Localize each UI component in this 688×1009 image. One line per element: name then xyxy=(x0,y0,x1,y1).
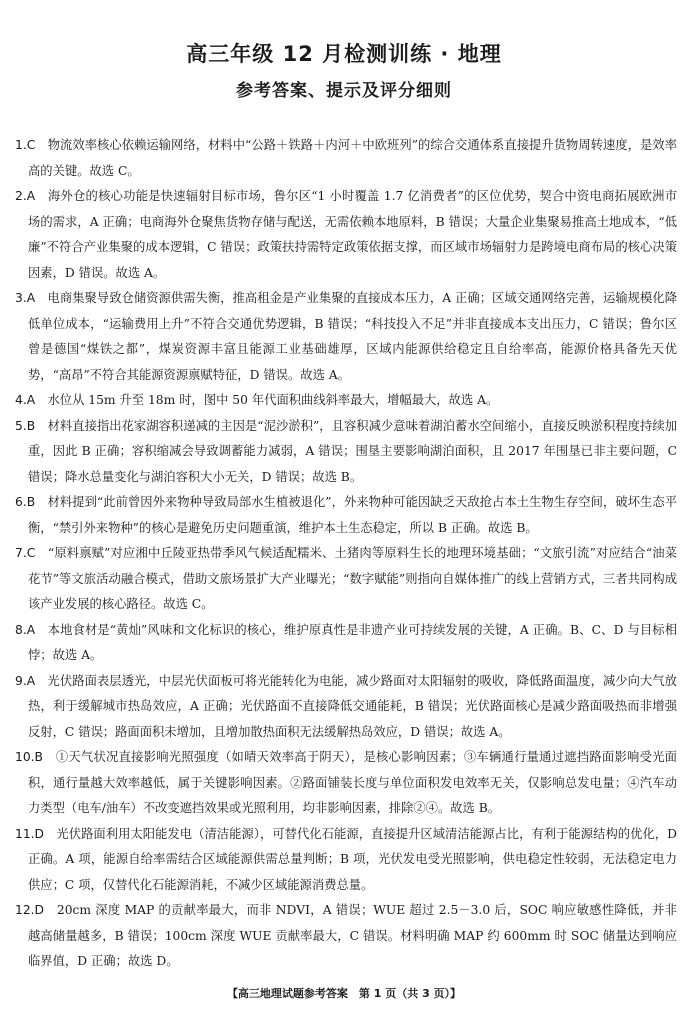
answer-number: 2.A xyxy=(15,189,36,203)
answer-item-8 xyxy=(15,618,677,669)
answer-item-2 xyxy=(15,184,677,286)
answer-text: 物流效率核心依赖运输网络，材料中“公路＋铁路＋内河＋中欧班列”的综合交通体系直接提升货物周转速度，是效率高的关键。故选 C。 xyxy=(28,138,677,178)
answer-text: 本地食材是“黄灿”风味和文化标识的核心，维护原真性是非遗产业可持续发展的关键，A 正确。B、C、D 与目标相悖；故选 A。 xyxy=(28,622,677,662)
answer-text: 水位从 15m 升至 18m 时，图中 50 年代面积曲线斜率最大，增幅最大，故选 A。 xyxy=(47,393,499,407)
answer-number: 5.B xyxy=(15,418,36,433)
page-footer: 【高三地理试题参考答案 第 1 页（共 3 页）】 xyxy=(226,987,462,1000)
answer-number: 7.C xyxy=(15,546,36,560)
answer-number: 11.D xyxy=(15,826,45,841)
answer-item-12 xyxy=(15,898,677,975)
answer-number: 4.A xyxy=(15,393,36,407)
answer-text: 光伏路面表层透光，中层光伏面板可将光能转化为电能，减少路面对太阳辐射的吸收，降低路面温度，减少向大气放热，利于缓解城市热岛效应，A 正确；光伏路面不直接降低交通能耗，B 错误；光伏路面核心是减少路面吸热而非增强反射，C 错误；路面面积未增加，且增加散热面积无法缓解热岛效应，D 错误；故选 A。 xyxy=(28,673,677,739)
answer-item-1 xyxy=(15,133,677,184)
answer-item-9 xyxy=(15,669,677,746)
answer-number: 1.C xyxy=(15,138,36,152)
answer-item-4 xyxy=(15,388,677,414)
answer-number: 9.A xyxy=(15,673,36,688)
answer-item-5 xyxy=(15,414,677,491)
answer-text: 光伏路面利用太阳能发电（清洁能源），可替代化石能源，直接提升区域清洁能源占比，有利于能源结构的优化，D 正确。A 项，能源自给率需结合区域能源供需总量判断；B 项，光伏发电受光照影响，供电稳定性较弱，无法稳定电力供应；C 项，仅替代化石能源消耗，不减少区域能源消费总量。 xyxy=(28,826,677,892)
answer-list xyxy=(15,133,677,975)
answer-text: 海外仓的核心功能是快速辐射目标市场，鲁尔区“1 小时覆盖 1.7 亿消费者”的区位优势，契合中资电商拓展欧洲市场的需求，A 正确；电商海外仓聚焦货物存储与配送，无需依赖本地原料，B 错误；大量企业集聚易推高土地成本，“低廉”不符合产业集聚的成本逻辑，C 错误；政策扶持需特定政策依据支撑，而区域市场辐射力是跨境电商布局的核心决策因素，D 错误。故选 A。 xyxy=(28,189,677,280)
answer-item-6 xyxy=(15,490,677,541)
answer-number: 3.A xyxy=(15,291,36,305)
page-title: 高三年级 12 月检测训练 · 地理 xyxy=(186,42,502,66)
answer-item-7 xyxy=(15,541,677,618)
answer-text: 材料提到“此前曾因外来物种导致局部水生植被退化”，外来物种可能因缺乏天敌抢占本土生物生存空间，破坏生态平衡，“禁引外来物种”的核心是避免历史问题重演，维护本土生态稳定，所以 B 正确。故选 B。 xyxy=(28,495,677,535)
page-subtitle: 参考答案、提示及评分细则 xyxy=(236,81,452,101)
answer-text: ①天气状况直接影响光照强度（如晴天效率高于阴天），是核心影响因素；③车辆通行量通过遮挡路面影响受光面积，通行量越大效率越低，属于关键影响因素。②路面铺装长度与单位面积发电效率无关，仅影响总发电量；④汽车动力类型（电车/油车）不改变遮挡效果或光照利用，均非影响因素，排除②④。故选 B。 xyxy=(28,750,677,815)
answer-item-3 xyxy=(15,286,677,388)
answer-text: 电商集聚导致仓储资源供需失衡，推高租金是产业集聚的直接成本压力，A 正确；区域交通网络完善，运输规模化降低单位成本，“运输费用上升”不符合交通优势逻辑，B 错误；“科技投入不足”并非直接成本支出压力，C 错误；鲁尔区曾是德国“煤铁之都”，煤炭资源丰富且能源工业基础雄厚，区域内能源供给稳定且自给率高，能源价格具备先天优势，“高昂”不符合其能源资源禀赋特征，D 错误。故选 A。 xyxy=(28,291,677,382)
answer-number: 10.B xyxy=(15,750,43,764)
answer-item-10 xyxy=(15,745,677,822)
answer-number: 8.A xyxy=(15,622,36,637)
answer-text: 20cm 深度 MAP 的贡献率最大，而非 NDVI，A 错误；WUE 超过 2.5－3.0 后，SOC 响应敏感性降低，并非越高储量越多，B 错误；100cm 深度 WUE 贡献率最大，C 错误。材料明确 MAP 约 600mm 时 SOC 储量达到响应临界值，D 正确；故选 D。 xyxy=(28,903,677,968)
answer-number: 12.D xyxy=(15,903,45,917)
answer-text: “原料禀赋”对应湘中丘陵亚热带季风气候适配糯米、土猪肉等原料生长的地理环境基础；“文旅引流”对应结合“油菜花节”等文旅活动融合模式，借助文旅场景扩大产业曝光；“数字赋能”则指向自媒体推广的线上营销方式，三者共同构成该产业发展的核心路径。故选 C。 xyxy=(28,546,677,611)
answer-number: 6.B xyxy=(15,495,36,509)
answer-text: 材料直接指出花家湖容积递减的主因是“泥沙淤积”，且容积减少意味着湖泊蓄水空间缩小，直接反映淤积程度持续加重，因此 B 正确；容积缩减会导致调蓄能力减弱，A 错误；围垦主要影响湖泊面积，且 2017 年围垦已非主要问题，C 错误；降水总量变化与湖泊容积大小无关，D 错误；故选 B。 xyxy=(28,418,677,484)
answer-item-11 xyxy=(15,822,677,899)
